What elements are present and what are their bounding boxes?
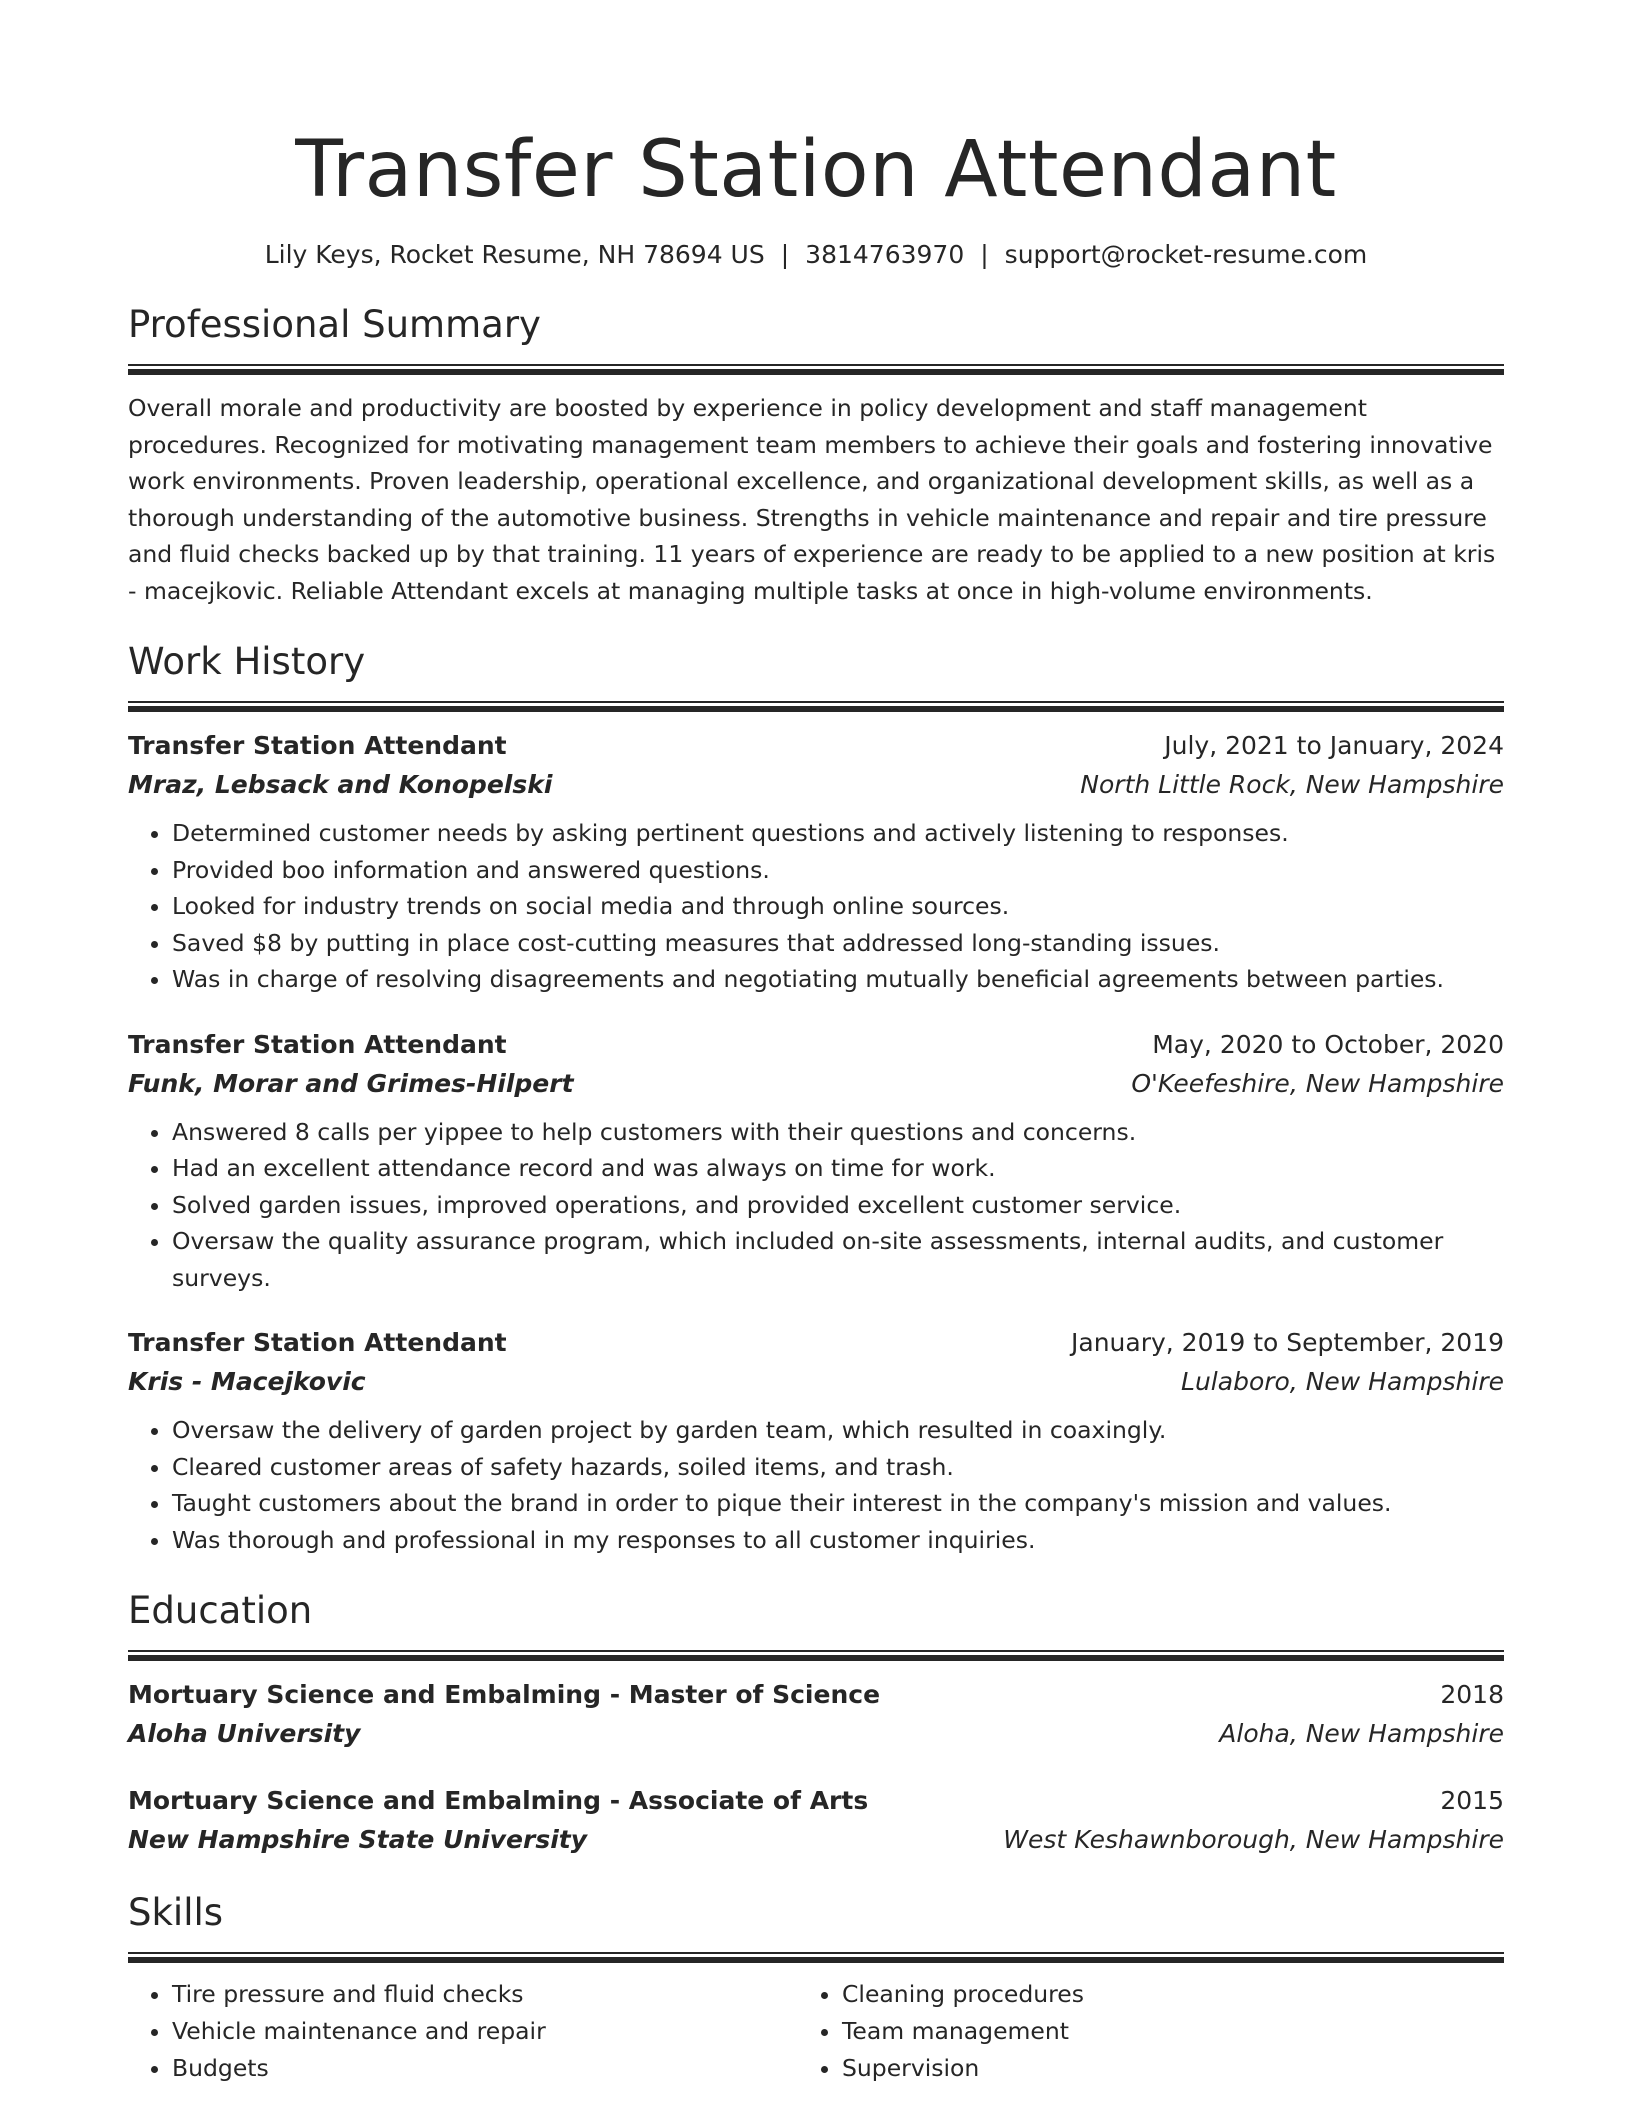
contact-line — [128, 238, 1504, 272]
contact-separator: | — [780, 240, 790, 269]
contact-address: Lily Keys, Rocket Resume, NH 78694 US — [264, 240, 765, 269]
skill-item: • Budgets — [172, 2050, 798, 2087]
job-company: Kris - Macejkovic — [128, 1367, 366, 1396]
contact-phone: 3814763970 — [805, 240, 965, 269]
education-school: Aloha University — [128, 1719, 361, 1748]
education-degree: Mortuary Science and Embalming - Associate of Arts — [128, 1786, 869, 1815]
summary-section — [128, 300, 1504, 609]
job-title: Transfer Station Attendant — [128, 1029, 507, 1059]
job-bullet: • Had an excellent attendance record and was always on time for work. — [172, 1150, 1504, 1187]
job-bullet: • Oversaw the quality assurance program, which included on-site assessments, internal audits, and customer surveys. — [172, 1223, 1504, 1296]
job-bullets — [128, 815, 1504, 998]
skill-item: • Supervision — [842, 2050, 1468, 2087]
job-bullet: • Was in charge of resolving disagreements and negotiating mutually beneficial agreements between parties. — [172, 961, 1504, 998]
contact-email: support@rocket-resume.com — [1004, 240, 1368, 269]
job-bullet: • Looked for industry trends on social media and through online sources. — [172, 888, 1504, 925]
summary-text: Overall morale and productivity are boosted by experience in policy development and staff management procedures. Recognized for motivating management team members to achieve their goals and fostering innovative work environments. Proven leadership, operational excellence, and organizational development skills, as well as a thorough understanding of the automotive business. Strengths in vehicle maintenance and repair and tire pressure and fluid checks backed up by that training. 11 years of experience are ready to be applied to a new position at kris - macejkovic. Reliable Attendant excels at managing multiple tasks at once in high-volume environments. — [128, 394, 1496, 605]
job-entry — [128, 1324, 1504, 1558]
education-year: 2015 — [1440, 1786, 1504, 1815]
resume-name: Transfer Station Attendant — [295, 125, 1337, 215]
job-entry — [128, 1026, 1504, 1297]
job-bullet: • Solved garden issues, improved operations, and provided excellent customer service. — [172, 1187, 1504, 1224]
job-bullet: • Saved $8 by putting in place cost-cutting measures that addressed long-standing issues. — [172, 925, 1504, 962]
contact-separator: | — [980, 240, 989, 269]
section-divider — [128, 1952, 1504, 1964]
education-location: Aloha, New Hampshire — [1219, 1719, 1504, 1748]
education-year: 2018 — [1440, 1680, 1504, 1709]
education-section — [128, 1586, 1504, 1860]
work-history-section — [128, 637, 1504, 1558]
job-title: Transfer Station Attendant — [128, 731, 507, 760]
section-title-skills: Skills — [128, 1891, 224, 1934]
skill-item: • Team management — [842, 2013, 1468, 2050]
education-entry — [128, 1782, 1504, 1860]
job-dates: January, 2019 to September, 2019 — [1071, 1328, 1504, 1357]
skill-item: • Cleaning procedures — [842, 1976, 1468, 2013]
job-bullet: • Taught customers about the brand in order to pique their interest in the company's mission and values. — [172, 1485, 1504, 1522]
job-bullets — [128, 1114, 1504, 1297]
job-bullet: • Was thorough and professional in my responses to all customer inquiries. — [172, 1522, 1504, 1559]
job-bullet: • Provided boo information and answered questions. — [172, 852, 1504, 889]
resume-page — [128, 0, 1504, 2087]
section-divider — [128, 1650, 1504, 1662]
skills-list-left — [128, 1976, 798, 2087]
job-entry — [128, 727, 1504, 998]
job-dates: July, 2021 to January, 2024 — [1164, 731, 1504, 760]
job-dates: May, 2020 to October, 2020 — [1152, 1029, 1504, 1059]
job-bullet: • Oversaw the delivery of garden project by garden team, which resulted in coaxingly. — [172, 1412, 1504, 1449]
section-divider — [128, 701, 1504, 713]
education-entry — [128, 1676, 1504, 1754]
job-company: Mraz, Lebsack and Konopelski — [128, 770, 553, 799]
skills-list-right — [798, 1976, 1468, 2087]
job-bullet: • Cleared customer areas of safety hazards, soiled items, and trash. — [172, 1449, 1504, 1486]
job-location: North Little Rock, New Hampshire — [1080, 770, 1504, 799]
skill-item: • Tire pressure and fluid checks — [172, 1976, 798, 2013]
job-location: Lulaboro, New Hampshire — [1181, 1367, 1504, 1396]
job-bullets — [128, 1412, 1504, 1558]
skill-item: • Vehicle maintenance and repair — [172, 2013, 798, 2050]
job-bullet: • Determined customer needs by asking pertinent questions and actively listening to responses. — [172, 815, 1504, 852]
job-location: O'Keefeshire, New Hampshire — [1131, 1068, 1504, 1098]
section-divider — [128, 364, 1504, 376]
job-company: Funk, Morar and Grimes-Hilpert — [128, 1068, 574, 1098]
section-title-summary: Professional Summary — [128, 303, 541, 346]
education-location: West Keshawnborough, New Hampshire — [1003, 1825, 1504, 1854]
education-degree: Mortuary Science and Embalming - Master of Science — [128, 1680, 881, 1709]
job-bullet: • Answered 8 calls per yippee to help customers with their questions and concerns. — [172, 1114, 1504, 1151]
education-school: New Hampshire State University — [128, 1825, 588, 1854]
job-title: Transfer Station Attendant — [128, 1328, 507, 1357]
skills-columns — [128, 1976, 1504, 2087]
skills-section — [128, 1888, 1504, 2087]
section-title-work-history: Work History — [128, 640, 366, 683]
section-title-education: Education — [128, 1589, 313, 1632]
